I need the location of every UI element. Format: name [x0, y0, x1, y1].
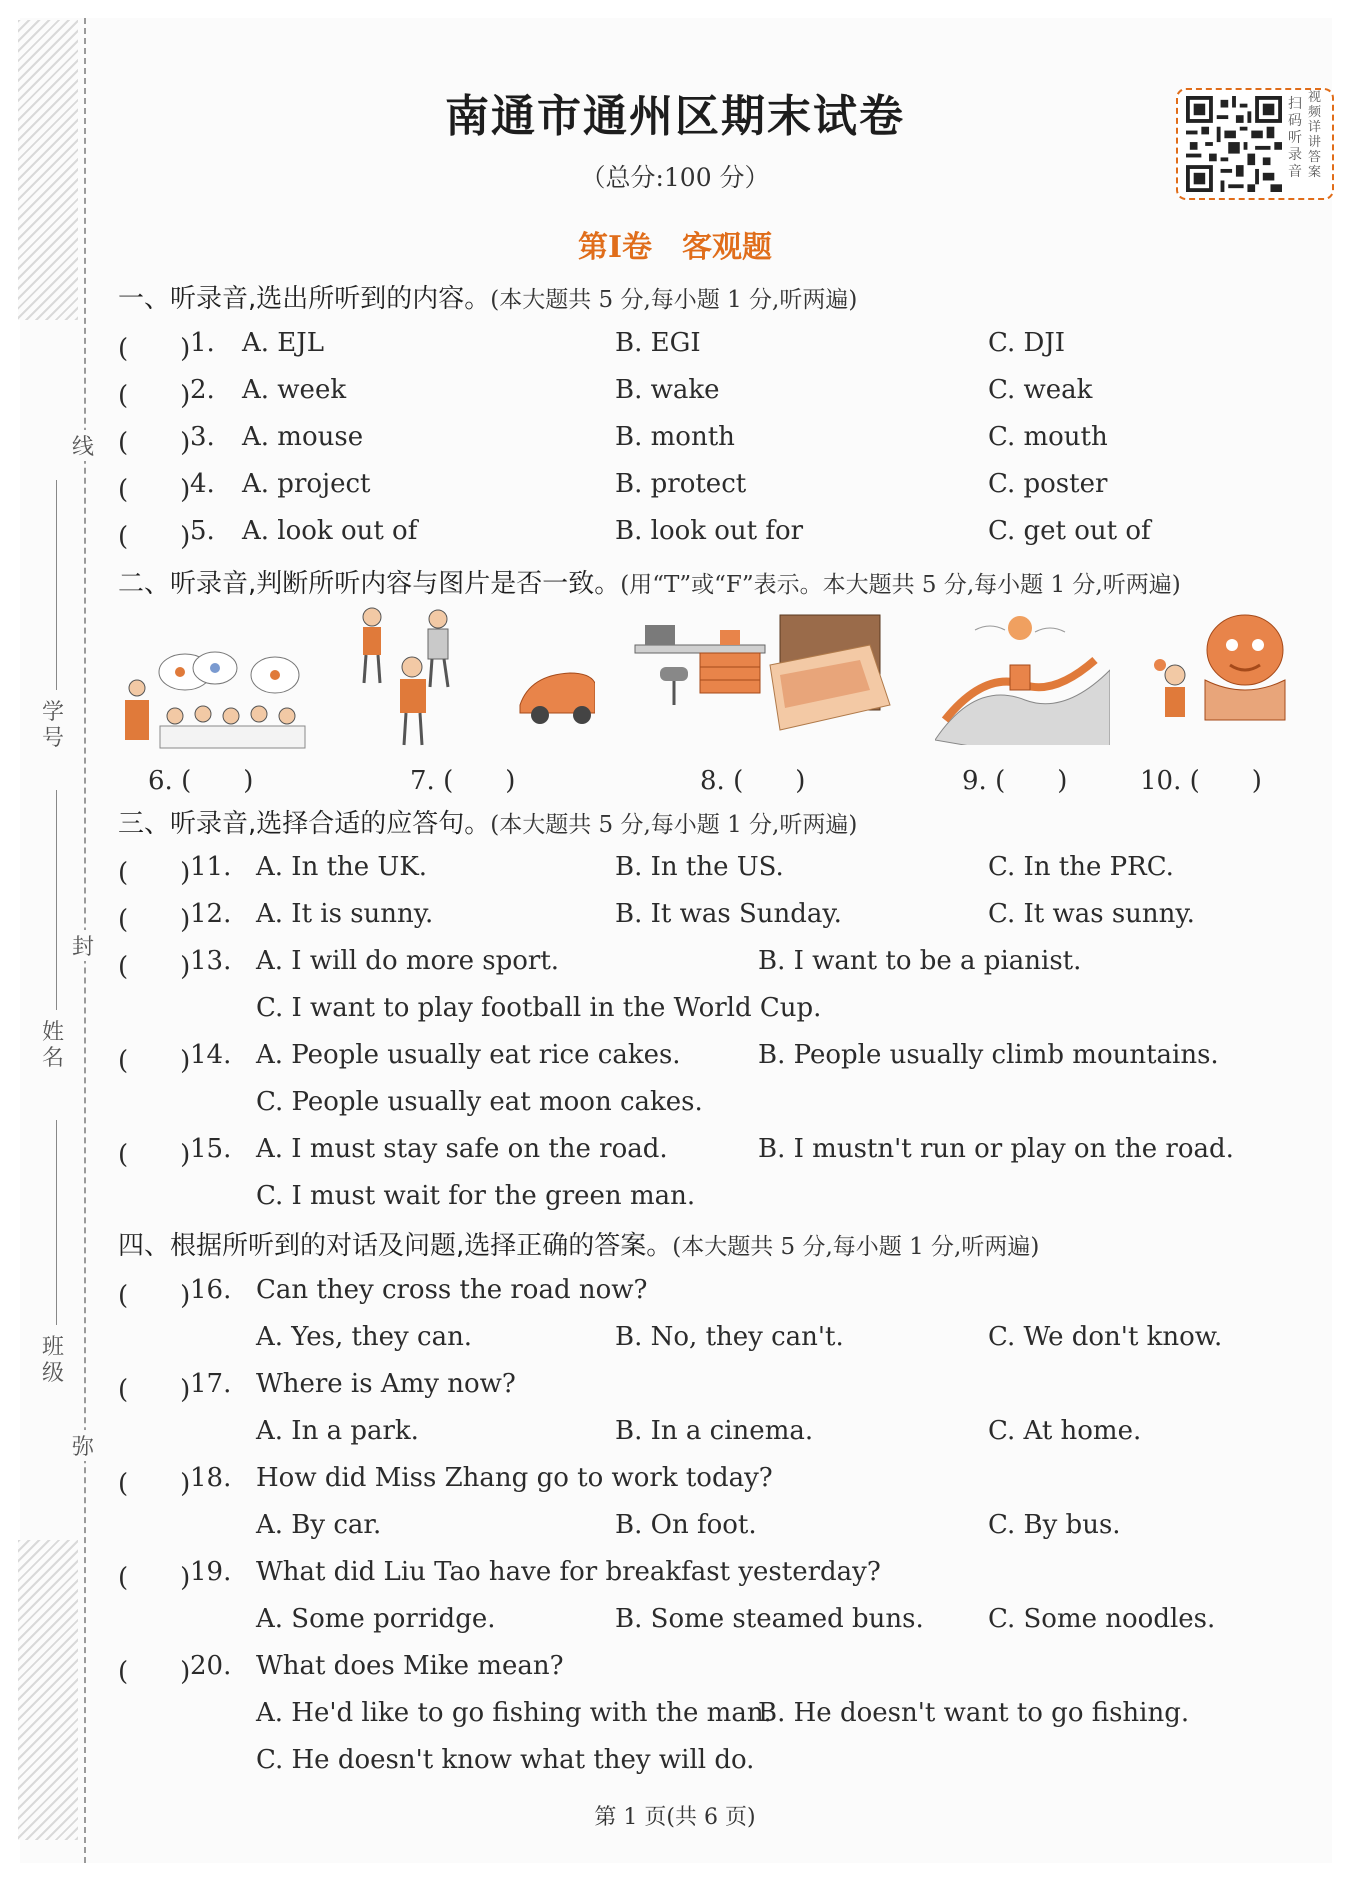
question-number: 12.	[190, 899, 232, 929]
binding-hatch-bottom	[18, 1540, 78, 1840]
option-b: B. month	[615, 422, 735, 452]
answer-blank[interactable]: ( )	[118, 381, 191, 411]
option-c: C. poster	[988, 469, 1108, 499]
option-b: B. wake	[615, 375, 720, 405]
question-number: 20.	[190, 1651, 232, 1681]
answer-blank[interactable]: ( )	[118, 334, 191, 364]
option-b: B. No, they can't.	[615, 1322, 844, 1352]
answer-blank[interactable]: ( )	[118, 905, 191, 935]
q7-label[interactable]: 7. ( )	[410, 766, 516, 796]
qr-box[interactable]	[1176, 88, 1334, 200]
bedroom-icon	[630, 605, 895, 740]
section3-note: (本大题共 5 分,每小题 1 分,听两遍)	[490, 812, 858, 838]
question-number: 18.	[190, 1463, 232, 1493]
answer-blank[interactable]: ( )	[118, 1046, 191, 1076]
question-number: 13.	[190, 946, 232, 976]
option-c: C. Some noodles.	[988, 1604, 1216, 1634]
margin-line-char: 线	[72, 430, 94, 461]
option-b: B. look out for	[615, 516, 804, 546]
option-b: B. On foot.	[615, 1510, 757, 1540]
question-number: 1.	[190, 328, 215, 358]
option-a: A. week	[242, 375, 347, 405]
question-text: How did Miss Zhang go to work today?	[256, 1463, 773, 1493]
class-label: 班级	[42, 1335, 65, 1386]
answer-blank[interactable]: ( )	[118, 858, 191, 888]
page-footer: 第 1 页(共 6 页)	[594, 1805, 756, 1830]
option-a: A. In the UK.	[256, 852, 428, 882]
question-text: Where is Amy now?	[256, 1369, 516, 1399]
children-car-icon	[350, 605, 595, 750]
name-blank[interactable]	[56, 790, 57, 1010]
answer-blank[interactable]: ( )	[118, 475, 191, 505]
option-a: A. look out of	[242, 516, 418, 546]
answer-blank[interactable]: ( )	[118, 952, 191, 982]
answer-blank[interactable]: ( )	[118, 1657, 191, 1687]
name-label: 姓名	[42, 1020, 65, 1071]
option-b: B. In a cinema.	[615, 1416, 814, 1446]
question-number: 5.	[190, 516, 215, 546]
option-a: A. He'd like to go fishing with the man.	[256, 1698, 772, 1728]
class-blank[interactable]	[56, 1120, 57, 1325]
option-c: C. mouth	[988, 422, 1108, 452]
option-a: A. Yes, they can.	[256, 1322, 473, 1352]
section4-note: (本大题共 5 分,每小题 1 分,听两遍)	[672, 1234, 1040, 1260]
option-a: A. People usually eat rice cakes.	[256, 1040, 681, 1070]
student-no-label: 学号	[42, 700, 65, 751]
question-text: What does Mike mean?	[256, 1651, 564, 1681]
option-b: B. protect	[615, 469, 747, 499]
student-no-blank[interactable]	[56, 480, 57, 690]
option-a: A. It is sunny.	[256, 899, 434, 929]
option-c: C. We don't know.	[988, 1322, 1223, 1352]
option-b: B. In the US.	[615, 852, 784, 882]
option-a: A. Some porridge.	[256, 1604, 496, 1634]
q8-label[interactable]: 8. ( )	[700, 766, 806, 796]
option-b: B. People usually climb mountains.	[758, 1040, 1219, 1070]
question-number: 11.	[190, 852, 232, 882]
section2-heading	[118, 563, 1181, 600]
margin-bind-char: 弥	[72, 1430, 94, 1461]
answer-blank[interactable]: ( )	[118, 1469, 191, 1499]
section1-title: 一、听录音,选出所听到的内容。	[118, 284, 491, 314]
question-number: 17.	[190, 1369, 232, 1399]
question-number: 19.	[190, 1557, 232, 1587]
section2-note: (用“T”或“F”表示。本大题共 5 分,每小题 1 分,听两遍)	[620, 572, 1181, 598]
q10-label[interactable]: 10. ( )	[1140, 766, 1262, 796]
option-c: C. I must wait for the green man.	[256, 1181, 696, 1211]
q9-label[interactable]: 9. ( )	[962, 766, 1068, 796]
option-c: C. People usually eat moon cakes.	[256, 1087, 703, 1117]
option-b: B. He doesn't want to go fishing.	[758, 1698, 1190, 1728]
option-b: B. It was Sunday.	[615, 899, 842, 929]
answer-blank[interactable]: ( )	[118, 1281, 191, 1311]
option-c: C. At home.	[988, 1416, 1142, 1446]
question-number: 3.	[190, 422, 215, 452]
answer-blank[interactable]: ( )	[118, 1375, 191, 1405]
section1-note: (本大题共 5 分,每小题 1 分,听两遍)	[490, 287, 858, 313]
option-c: C. get out of	[988, 516, 1151, 546]
total-score: （总分:100 分）	[580, 163, 770, 192]
option-b: B. Some steamed buns.	[615, 1604, 924, 1634]
section3-heading	[118, 803, 857, 840]
option-c: C. By bus.	[988, 1510, 1121, 1540]
question-number: 4.	[190, 469, 215, 499]
option-c: C. DJI	[988, 328, 1066, 358]
qr-caption-1: 扫码听录音	[1288, 96, 1302, 180]
question-number: 15.	[190, 1134, 232, 1164]
option-c: C. It was sunny.	[988, 899, 1195, 929]
option-b: B. I mustn't run or play on the road.	[758, 1134, 1234, 1164]
option-a: A. I must stay safe on the road.	[256, 1134, 668, 1164]
question-number: 2.	[190, 375, 215, 405]
question-number: 16.	[190, 1275, 232, 1305]
exam-title: 南通市通州区期末试卷	[445, 91, 905, 142]
answer-blank[interactable]: ( )	[118, 1563, 191, 1593]
section4-heading	[118, 1225, 1039, 1262]
part-heading: 第Ⅰ卷 客观题	[577, 230, 773, 265]
section3-title: 三、听录音,选择合适的应答句。	[118, 809, 491, 839]
answer-blank[interactable]: ( )	[118, 522, 191, 552]
answer-blank[interactable]: ( )	[118, 428, 191, 458]
option-a: A. project	[242, 469, 371, 499]
great-wall-icon	[935, 610, 1110, 745]
option-c: C. I want to play football in the World Cup.	[256, 993, 822, 1023]
lion-dance-icon	[1150, 605, 1295, 745]
qr-code-icon[interactable]	[1186, 96, 1282, 192]
classroom-icon	[115, 650, 310, 750]
option-a: A. EJL	[242, 328, 324, 358]
qr-caption-2: 视频详讲答案	[1308, 90, 1322, 180]
q6-label[interactable]: 6. ( )	[148, 766, 254, 796]
option-b: B. I want to be a pianist.	[758, 946, 1082, 976]
option-a: A. I will do more sport.	[256, 946, 560, 976]
section1-heading	[118, 278, 857, 315]
option-c: C. weak	[988, 375, 1093, 405]
option-a: A. In a park.	[256, 1416, 419, 1446]
answer-blank[interactable]: ( )	[118, 1140, 191, 1170]
question-number: 14.	[190, 1040, 232, 1070]
question-text: Can they cross the road now?	[256, 1275, 648, 1305]
option-a: A. mouse	[242, 422, 364, 452]
margin-seal-char: 封	[72, 930, 94, 961]
option-c: C. In the PRC.	[988, 852, 1174, 882]
question-text: What did Liu Tao have for breakfast yesterday?	[256, 1557, 881, 1587]
section2-title: 二、听录音,判断所听内容与图片是否一致。	[118, 569, 621, 599]
section4-title: 四、根据所听到的对话及问题,选择正确的答案。	[118, 1231, 673, 1261]
option-b: B. EGI	[615, 328, 701, 358]
option-a: A. By car.	[256, 1510, 382, 1540]
option-c: C. He doesn't know what they will do.	[256, 1745, 755, 1775]
